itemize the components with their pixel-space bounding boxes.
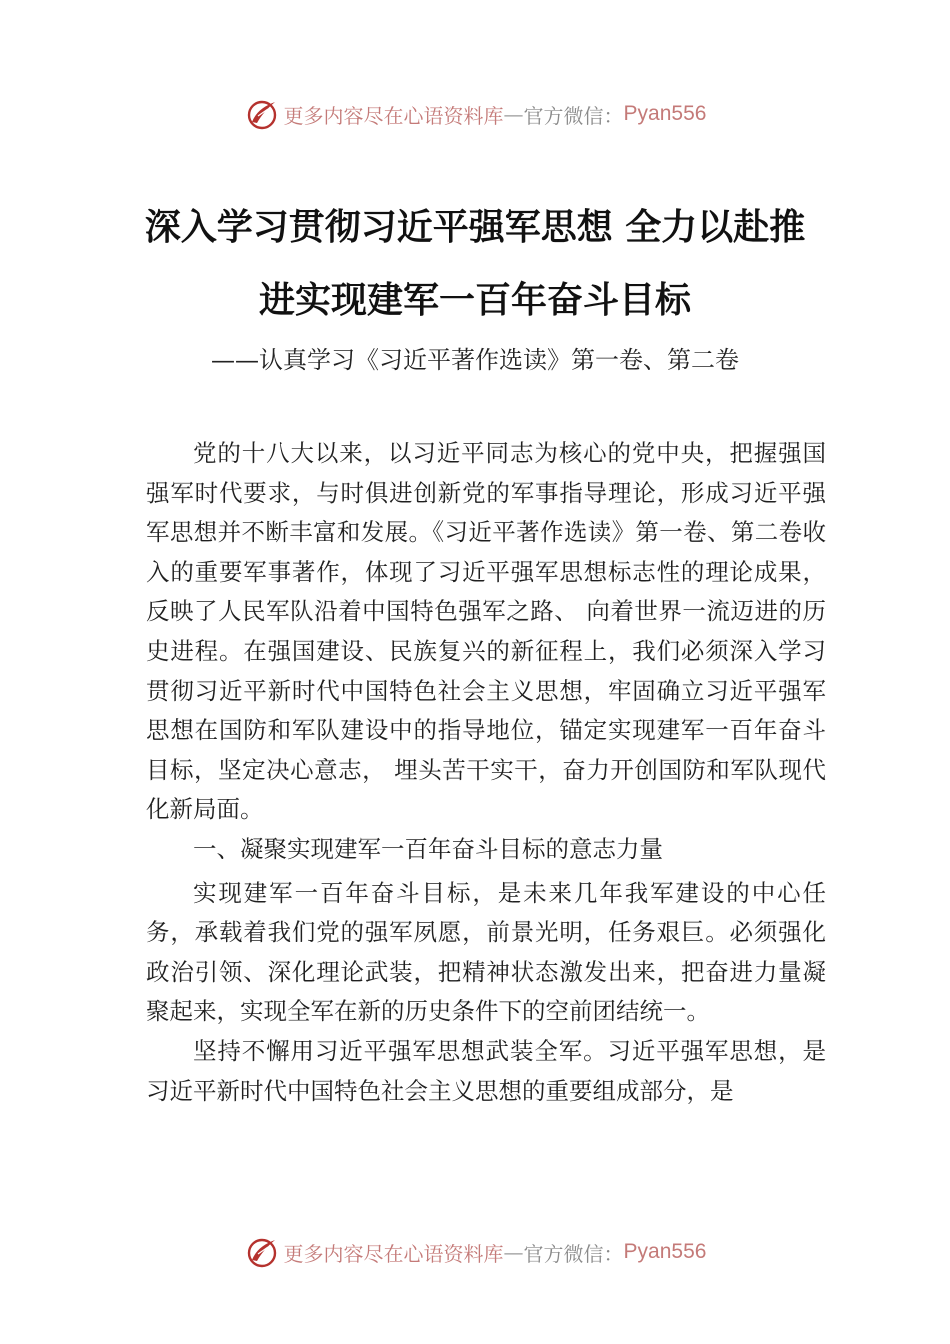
- watermark-separator: —: [503, 102, 524, 126]
- header-watermark: [0, 94, 950, 134]
- paragraph: 坚持不懈用习近平强军思想武装全军。习近平强军思想，是习近平新时代中国特色社会主义思想的重要组成部分，是: [146, 1036, 826, 1105]
- watermark-wechat-id: Pyan556: [623, 1240, 707, 1263]
- document-subtitle: ——认真学习《习近平著作选读》第一卷、第二卷: [211, 346, 739, 374]
- watermark-wechat-id: Pyan556: [623, 102, 707, 125]
- footer-watermark: [0, 1232, 950, 1272]
- logo-icon: [244, 1234, 280, 1270]
- document-title-line-1: 深入学习贯彻习近平强军思想 全力以赴推: [144, 207, 806, 248]
- document-title-line-2: 进实现建军一百年奋斗目标: [258, 280, 691, 321]
- watermark-wechat-label: 官方微信：: [523, 1241, 624, 1266]
- watermark-wechat-label: 官方微信：: [523, 103, 624, 128]
- watermark-separator: —: [503, 1240, 524, 1264]
- document-body: [146, 434, 826, 1111]
- watermark-brand: 更多内容尽在心语资料库: [283, 1241, 504, 1266]
- watermark-brand: 更多内容尽在心语资料库: [283, 103, 504, 128]
- section-heading: 一、凝聚实现建军一百年奋斗目标的意志力量: [193, 834, 663, 863]
- paragraph: 实现建军一百年奋斗目标，是未来几年我军建设的中心任务，承载着我们党的强军夙愿，前景光明，任务艰巨。必须强化政治引领、深化理论武装，把精神状态激发出来，把奋进力量凝聚起来，实现全军在新的历史条件下的空前团结统一。: [146, 878, 826, 1026]
- logo-icon: [244, 96, 280, 132]
- paragraph: 党的十八大以来，以习近平同志为核心的党中央，把握强国强军时代要求，与时俱进创新党的军事指导理论，形成习近平强军思想并不断丰富和发展。《习近平著作选读》第一卷、第二卷收入的重要军事著作，体现了习近平强军思想标志性的理论成果，反映了人民军队沿着中国特色强军之路、 向着世界一流迈进的历史进程。在强国建设、民族复兴的新征程上，我们必须深入学习贯彻习近平新时代中国特色社会主义思想，牢固确立习近平强军思想在国防和军队建设中的指导地位，锚定实现建军一百年奋斗目标，坚定决心意志， 埋头苦干实干，奋力开创国防和军队现代化新局面。: [146, 439, 826, 824]
